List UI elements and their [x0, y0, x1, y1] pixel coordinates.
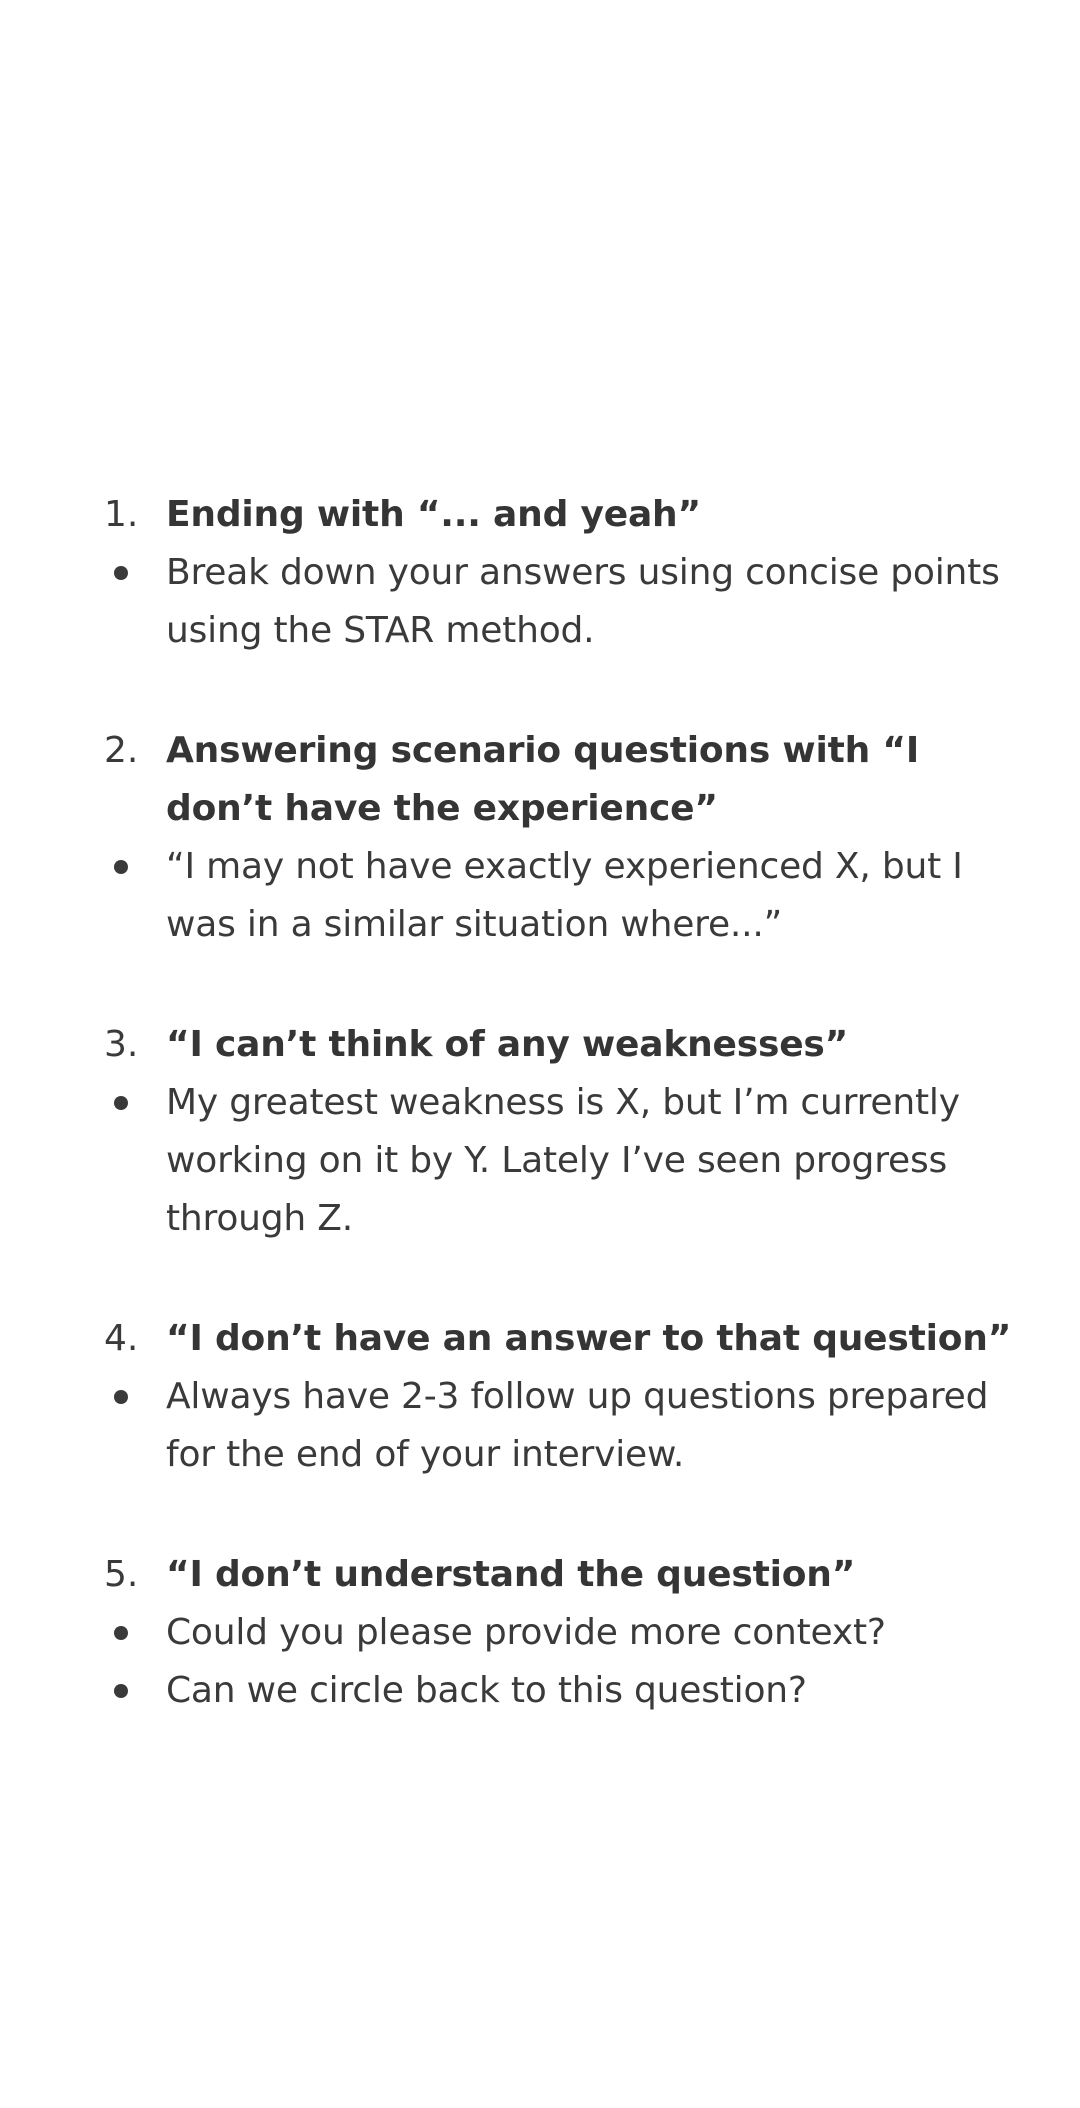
bullet-icon	[104, 1074, 166, 1110]
list-item	[104, 486, 1024, 660]
numbered-heading-row	[104, 486, 1024, 544]
item-heading: Ending with “... and yeah”	[166, 494, 701, 535]
bullet-row	[104, 1368, 1024, 1484]
item-number: 2.	[104, 730, 139, 771]
list-item	[104, 1310, 1024, 1484]
bullet-row	[104, 1604, 1024, 1662]
bullet-row	[104, 1662, 1024, 1720]
bullet-icon	[104, 1368, 166, 1404]
bullet-text: “I may not have exactly experienced X, but I was in a similar situation where...”	[166, 846, 963, 945]
item-heading: Answering scenario questions with “I don’t have the experience”	[166, 730, 920, 829]
bullet-icon	[104, 1662, 166, 1698]
item-heading: “I don’t have an answer to that question”	[166, 1318, 1012, 1359]
list-item	[104, 1016, 1024, 1248]
interview-mistakes-list	[104, 486, 1024, 1720]
bullet-row	[104, 544, 1024, 660]
item-heading: “I can’t think of any weaknesses”	[166, 1024, 849, 1065]
bullet-text: Always have 2-3 follow up questions prepared for the end of your interview.	[166, 1376, 989, 1475]
item-number: 4.	[104, 1318, 139, 1359]
bullet-row	[104, 838, 1024, 954]
list-item	[104, 1546, 1024, 1720]
bullet-text: Can we circle back to this question?	[166, 1670, 807, 1711]
bullet-icon	[104, 1604, 166, 1640]
bullet-text: My greatest weakness is X, but I’m currently working on it by Y. Lately I’ve seen progress through Z.	[166, 1082, 960, 1239]
list-item	[104, 722, 1024, 954]
item-heading: “I don’t understand the question”	[166, 1554, 856, 1595]
bullet-text: Break down your answers using concise points using the STAR method.	[166, 552, 1000, 651]
item-number: 3.	[104, 1024, 139, 1065]
bullet-icon	[104, 544, 166, 580]
numbered-heading-row	[104, 722, 1024, 838]
bullet-row	[104, 1074, 1024, 1248]
item-number: 5.	[104, 1554, 139, 1595]
numbered-heading-row	[104, 1016, 1024, 1074]
bullet-text: Could you please provide more context?	[166, 1612, 886, 1653]
numbered-heading-row	[104, 1546, 1024, 1604]
item-number: 1.	[104, 494, 139, 535]
bullet-icon	[104, 838, 166, 874]
numbered-heading-row	[104, 1310, 1024, 1368]
